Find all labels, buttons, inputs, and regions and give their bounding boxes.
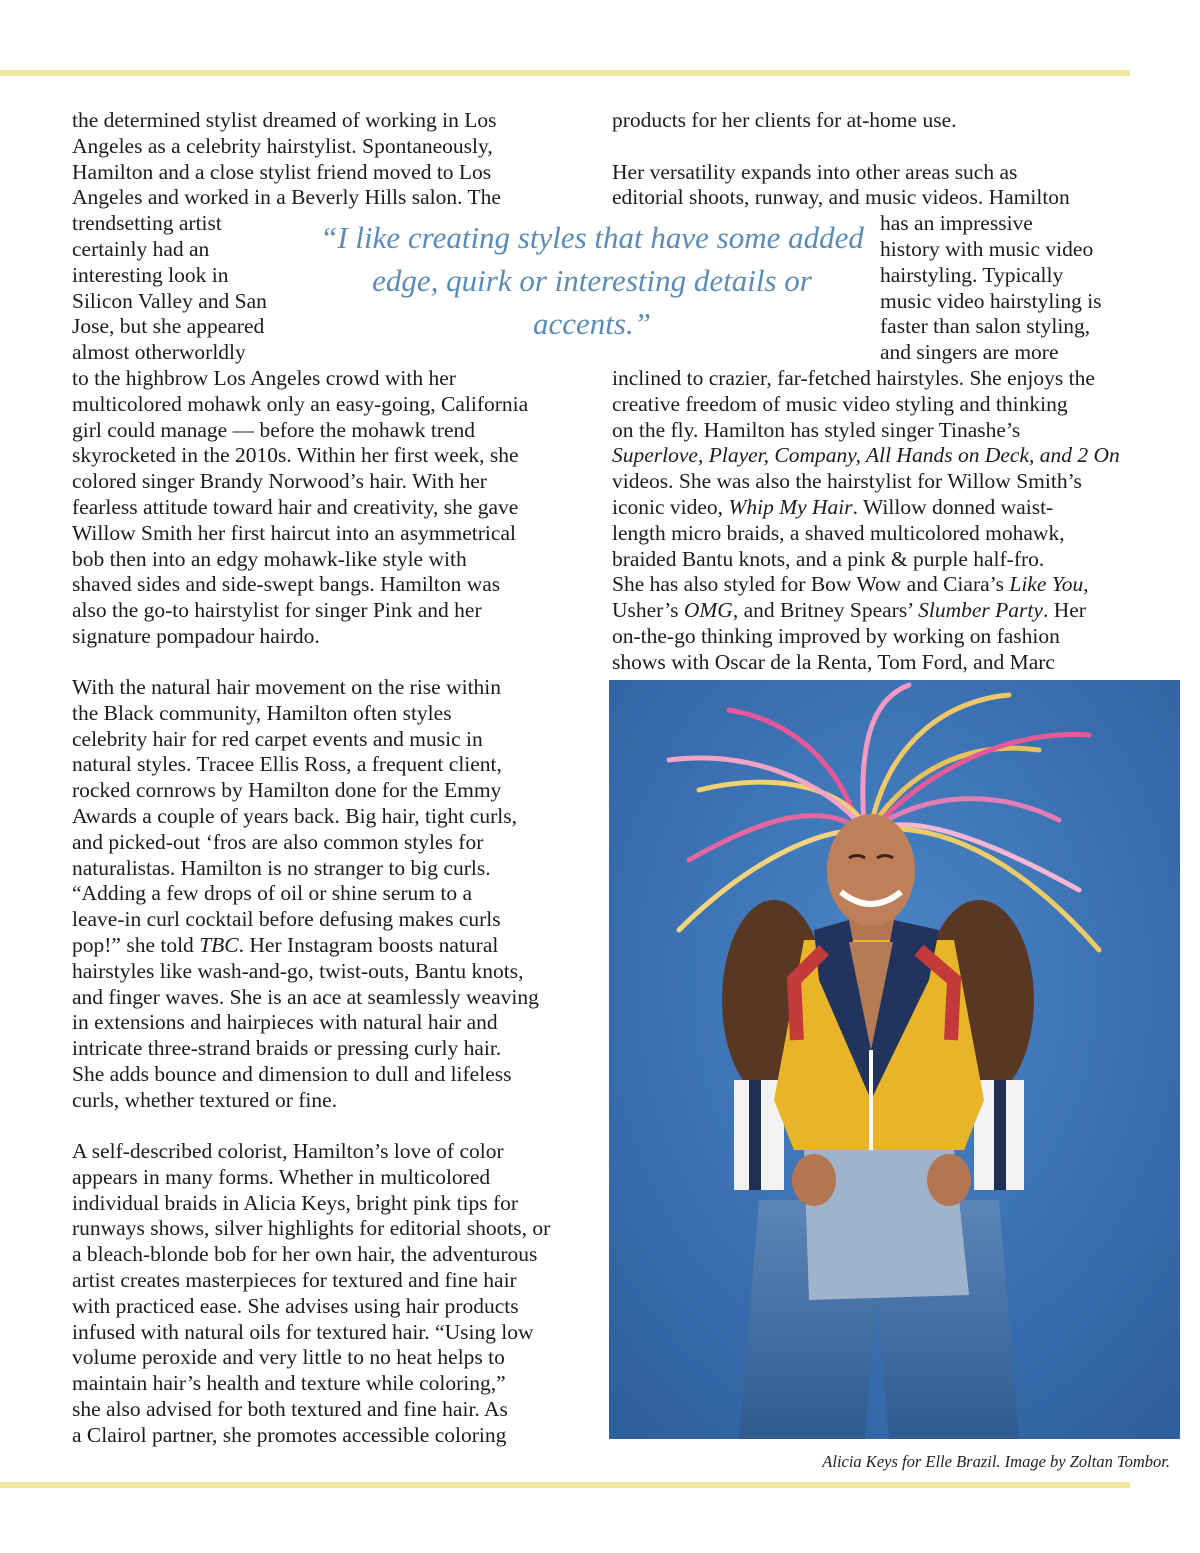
- body-line: creative freedom of music video styling and thinking: [612, 391, 1068, 416]
- text-run: . Willow donned waist-: [852, 495, 1054, 519]
- body-line: interesting look in: [72, 262, 229, 287]
- body-line: Angeles as a celebrity hairstylist. Spontaneously,: [72, 133, 493, 158]
- body-line: a bleach-blonde bob for her own hair, the adventurous: [72, 1242, 538, 1267]
- body-line: Hamilton and a close stylist friend moved to Los: [72, 159, 492, 184]
- body-line: maintain hair’s health and texture while coloring,”: [72, 1371, 506, 1396]
- body-line: appears in many forms. Whether in multicolored: [72, 1164, 491, 1189]
- body-line: celebrity hair for red carpet events and music in: [72, 726, 483, 751]
- body-line: She adds bounce and dimension to dull and lifeless: [72, 1062, 512, 1086]
- body-line: individual braids in Alicia Keys, bright pink tips for: [72, 1190, 519, 1215]
- top-rule: [0, 70, 1130, 76]
- body-line: with practiced ease. She advises using hair products: [72, 1293, 519, 1318]
- body-line: naturalistas. Hamilton is no stranger to big curls.: [72, 855, 491, 880]
- body-line: almost otherworldly: [72, 340, 246, 365]
- body-line: videos. She was also the hairstylist for Willow Smith’s: [612, 469, 1082, 494]
- body-line: [612, 495, 1053, 521]
- bottom-rule: [0, 1482, 1130, 1488]
- video-title: Like You: [1009, 572, 1084, 597]
- text-run: ,: [1083, 572, 1089, 597]
- body-line: [612, 598, 1086, 624]
- body-line: trendsetting artist: [72, 211, 222, 236]
- body-line: faster than salon styling,: [880, 314, 1091, 339]
- body-line: Her versatility expands into other areas such as: [612, 159, 1018, 184]
- body-line: braided Bantu knots, and a pink & purple half-fro.: [612, 546, 1045, 571]
- body-line: artist creates masterpieces for textured and fine hair: [72, 1268, 517, 1292]
- body-line: length micro braids, a shaved multicolored mohawk,: [612, 520, 1065, 545]
- body-line: products for her clients for at-home use.: [612, 108, 957, 132]
- text-run: She has also styled for Bow Wow and Ciara’s: [612, 572, 1010, 597]
- body-line: music video hairstyling is: [880, 288, 1102, 313]
- body-line: Awards a couple of years back. Big hair, tight curls,: [72, 804, 517, 828]
- text-run: pop!” she told: [72, 933, 200, 957]
- video-title: Slumber Party: [918, 598, 1043, 623]
- body-line: and picked-out ‘fros are also common styles for: [72, 829, 484, 854]
- body-line: colored singer Brandy Norwood’s hair. With her: [72, 469, 487, 494]
- body-line: [612, 572, 1089, 598]
- text-run: . Her: [1042, 598, 1086, 623]
- body-line: the determined stylist dreamed of working in Los: [72, 108, 497, 132]
- body-line: multicolored mohawk only an easy-going, California: [72, 391, 529, 416]
- video-titles-line: Superlove, Player, Company, All Hands on Deck, and 2 On: [612, 443, 1120, 468]
- body-line: volume peroxide and very little to no heat helps to: [72, 1345, 505, 1370]
- body-line: editorial shoots, runway, and music videos. Hamilton: [612, 185, 1070, 210]
- body-line: bob then into an edgy mohawk-like style with: [72, 546, 467, 571]
- video-title: OMG: [683, 598, 733, 623]
- body-line: shows with Oscar de la Renta, Tom Ford, and Marc: [612, 649, 1055, 674]
- body-line: leave-in curl cocktail before defusing makes curls: [72, 907, 501, 932]
- body-line: Silicon Valley and San: [72, 288, 267, 313]
- body-line: runways shows, silver highlights for editorial shoots, or: [72, 1216, 551, 1241]
- body-line: signature pompadour hairdo.: [72, 624, 320, 648]
- body-line: [72, 933, 498, 959]
- body-line: to the highbrow Los Angeles crowd with her: [72, 366, 456, 390]
- body-line: and singers are more: [880, 340, 1059, 365]
- body-line: A self-described colorist, Hamilton’s love of color: [72, 1139, 504, 1163]
- video-title: Whip My Hair: [728, 495, 853, 519]
- body-line: history with music video: [880, 237, 1094, 261]
- text-run: Usher’s: [612, 598, 684, 623]
- photo-illustration: [609, 680, 1180, 1439]
- body-line: intricate three-strand braids or pressing curly hair.: [72, 1036, 502, 1061]
- body-line: the Black community, Hamilton often styles: [72, 700, 452, 725]
- body-line: hairstyling. Typically: [880, 262, 1064, 287]
- publication-name: TBC: [199, 933, 239, 957]
- body-line: fearless attitude toward hair and creativity, she gave: [72, 495, 519, 519]
- body-line: has an impressive: [880, 211, 1033, 236]
- body-line: she also advised for both textured and fine hair. As: [72, 1397, 508, 1421]
- body-line: With the natural hair movement on the rise within: [72, 675, 502, 699]
- body-line: also the go-to hairstylist for singer Pink and her: [72, 598, 482, 623]
- body-line: shaved sides and side-swept bangs. Hamilton was: [72, 572, 501, 597]
- body-line: and finger waves. She is an ace at seamlessly weaving: [72, 984, 539, 1009]
- body-line: certainly had an: [72, 237, 210, 261]
- text-run: , and Britney Spears’: [732, 598, 919, 623]
- text-run: . Her Instagram boosts natural: [238, 933, 499, 957]
- text-run: iconic video,: [612, 495, 729, 519]
- body-line: rocked cornrows by Hamilton done for the Emmy: [72, 778, 502, 803]
- body-line: Angeles and worked in a Beverly Hills salon. The: [72, 185, 501, 210]
- pull-quote: “I like creating styles that have some added edge, quirk or interesting details or accents.”: [320, 220, 864, 341]
- body-line: inclined to crazier, far-fetched hairstyles. She enjoys the: [612, 366, 1095, 390]
- body-line: curls, whether textured or fine.: [72, 1087, 338, 1112]
- body-line: Jose, but she appeared: [72, 314, 265, 339]
- body-line: hairstyles like wash-and-go, twist-outs, Bantu knots,: [72, 958, 524, 983]
- body-line: Willow Smith her first haircut into an asymmetrical: [72, 520, 516, 545]
- body-line: in extensions and hairpieces with natural hair and: [72, 1010, 498, 1035]
- body-line: “Adding a few drops of oil or shine serum to a: [72, 881, 473, 906]
- body-line: natural styles. Tracee Ellis Ross, a frequent client,: [72, 752, 502, 777]
- photo-caption: Alicia Keys for Elle Brazil. Image by Zoltan Tombor.: [822, 1452, 1170, 1471]
- cover-photo: [609, 680, 1180, 1439]
- body-line: skyrocketed in the 2010s. Within her first week, she: [72, 443, 519, 468]
- body-line: a Clairol partner, she promotes accessible coloring: [72, 1422, 507, 1447]
- body-line: girl could manage — before the mohawk trend: [72, 417, 475, 442]
- body-line: infused with natural oils for textured hair. “Using low: [72, 1319, 534, 1344]
- body-line: on the fly. Hamilton has styled singer Tinashe’s: [612, 417, 1021, 442]
- body-line: on-the-go thinking improved by working on fashion: [612, 624, 1060, 648]
